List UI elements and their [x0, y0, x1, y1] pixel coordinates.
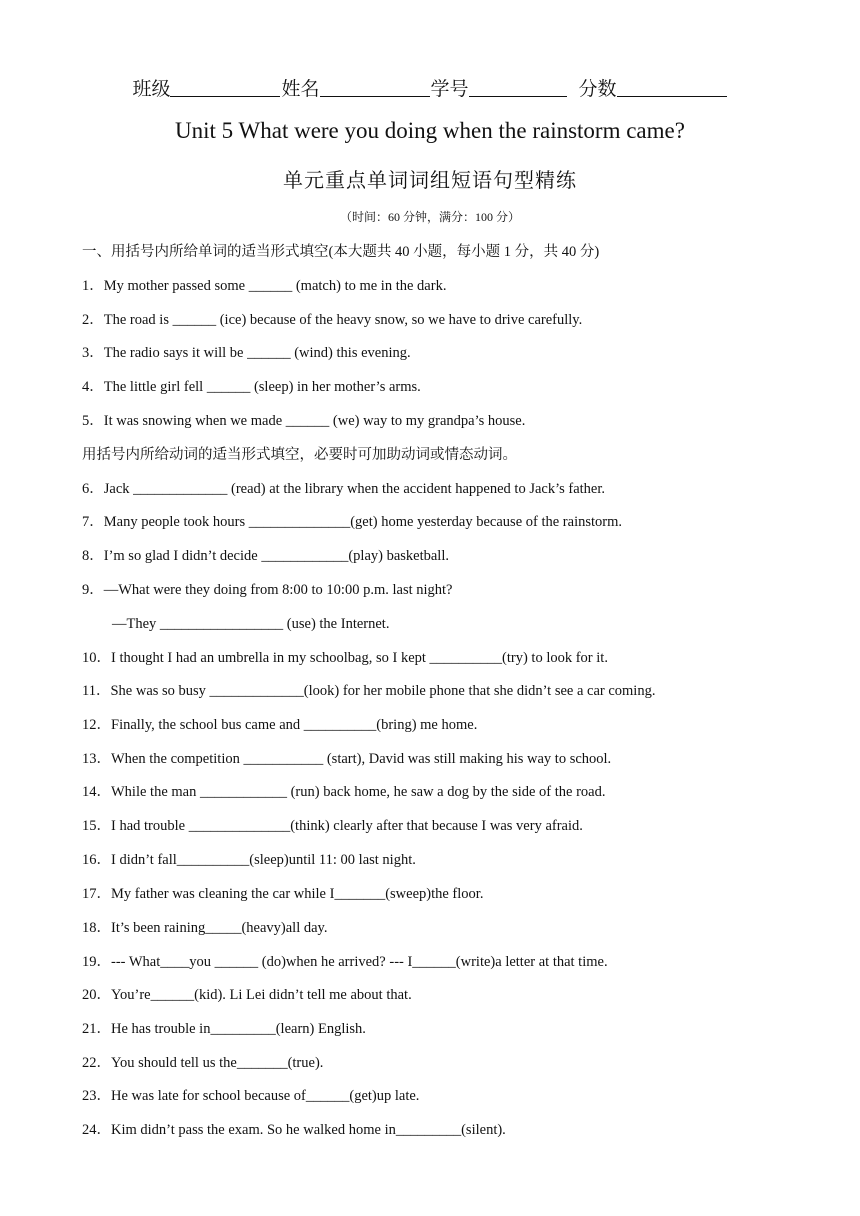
number-blank: [469, 78, 567, 97]
question-item: [82, 918, 328, 938]
question-number: 9．: [82, 582, 104, 598]
question-number: 2．: [82, 312, 104, 328]
question-item: [82, 580, 453, 600]
question-number: 12．: [82, 717, 111, 733]
question-number: 17．: [82, 886, 111, 902]
question-number: 13．: [82, 751, 111, 767]
question-text: You should tell us the_______(true).: [111, 1055, 324, 1071]
question-item: [82, 377, 421, 397]
question-item: [82, 512, 622, 532]
question-text: —What were they doing from 8:00 to 10:00 p.m. last night?: [103, 582, 453, 598]
question-item: [82, 1120, 506, 1140]
question-text: I didn’t fall__________(sleep)until 11: 00 last night.: [111, 852, 416, 868]
question-item: [82, 985, 412, 1005]
question-item: [82, 681, 655, 701]
question-number: 18．: [82, 920, 111, 936]
question-item: [82, 648, 608, 668]
question-item: [82, 310, 582, 330]
question-text: You’re______(kid). Li Lei didn’t tell me about that.: [111, 987, 412, 1003]
question-number: 7．: [82, 514, 104, 530]
question-text: Jack _____________ (read) at the library when the accident happened to Jack’s father.: [103, 481, 606, 497]
question-text: The little girl fell ______ (sleep) in her mother’s arms.: [103, 379, 421, 395]
question-number: 22．: [82, 1055, 111, 1071]
question-number: 21．: [82, 1021, 111, 1037]
question-text: My mother passed some ______ (match) to me in the dark.: [103, 278, 447, 294]
class-label: 班级: [132, 79, 171, 100]
number-label: 学号: [430, 79, 469, 100]
question-number: 3．: [82, 345, 104, 361]
question-text: Finally, the school bus came and __________(bring) me home.: [111, 717, 478, 733]
question-item: [82, 276, 446, 296]
question-text: —They _________________ (use) the Internet.: [112, 616, 390, 632]
question-item: [82, 850, 416, 870]
name-label: 姓名: [281, 79, 320, 100]
question-item: [82, 952, 608, 972]
question-number: 16．: [82, 852, 111, 868]
question-number: 14．: [82, 784, 111, 800]
question-text: While the man ____________ (run) back home, he saw a dog by the side of the road.: [111, 784, 606, 800]
question-text: He was late for school because of______(get)up late.: [111, 1088, 420, 1104]
question-number: 19．: [82, 954, 111, 970]
question-text: Many people took hours ______________(get) home yesterday because of the rainstorm.: [103, 514, 622, 530]
question-text: Kim didn’t pass the exam. So he walked home in_________(silent).: [111, 1122, 506, 1138]
question-item: [82, 1086, 419, 1106]
question-answer-line: [112, 614, 389, 634]
question-text: My father was cleaning the car while I_______(sweep)the floor.: [111, 886, 484, 902]
question-text: He has trouble in_________(learn) English.: [111, 1021, 366, 1037]
class-blank: [170, 78, 280, 97]
question-number: 20．: [82, 987, 111, 1003]
section-heading: 一、用括号内所给单词的适当形式填空(本大题共 40 小题，每小题 1 分，共 40 分): [82, 244, 600, 260]
question-text: When the competition ___________ (start), David was still making his way to school.: [111, 751, 612, 767]
question-item: [82, 1019, 366, 1039]
question-number: 15．: [82, 818, 111, 834]
question-item: [82, 1053, 323, 1073]
question-number: 8．: [82, 548, 104, 564]
question-text: I’m so glad I didn’t decide ____________(play) basketball.: [103, 548, 449, 564]
question-number: 11．: [82, 683, 111, 699]
page-subtitle: 单元重点单词词组短语句型精练: [283, 170, 577, 192]
question-item: [82, 343, 411, 363]
question-item: [82, 749, 611, 769]
page-title: Unit 5 What were you doing when the rainstorm came?: [175, 118, 685, 143]
question-number: 5．: [82, 413, 104, 429]
question-text: I had trouble ______________(think) clearly after that because I was very afraid.: [111, 818, 583, 834]
name-blank: [320, 78, 430, 97]
question-item: [82, 782, 605, 802]
question-text: The radio says it will be ______ (wind) this evening.: [103, 345, 411, 361]
question-number: 4．: [82, 379, 104, 395]
instruction-note: 用括号内所给动词的适当形式填空，必要时可加助动词或情态动词。: [82, 447, 517, 463]
question-text: It was snowing when we made ______ (we) way to my grandpa’s house.: [103, 413, 526, 429]
question-item: [82, 411, 525, 431]
question-text: I thought I had an umbrella in my schoolbag, so I kept __________(try) to look for it.: [111, 650, 608, 666]
question-item: [82, 715, 477, 735]
question-text: The road is ______ (ice) because of the heavy snow, so we have to drive carefully.: [103, 312, 583, 328]
question-number: 24．: [82, 1122, 111, 1138]
question-text: It’s been raining_____(heavy)all day.: [111, 920, 328, 936]
score-label: 分数: [578, 79, 617, 100]
question-item: [82, 816, 583, 836]
student-info-header: [0, 74, 860, 101]
question-number: 23．: [82, 1088, 111, 1104]
question-item: [82, 479, 605, 499]
time-info: （时间：60 分钟，满分：100 分）: [339, 210, 520, 224]
score-blank: [617, 78, 727, 97]
question-number: 10．: [82, 650, 111, 666]
question-number: 1．: [82, 278, 104, 294]
question-number: 6．: [82, 481, 104, 497]
question-text: --- What____you ______ (do)when he arrived? --- I______(write)a letter at that time.: [111, 954, 608, 970]
question-item: [82, 546, 449, 566]
question-text: She was so busy _____________(look) for her mobile phone that she didn’t see a car coming.: [110, 683, 656, 699]
question-item: [82, 884, 483, 904]
